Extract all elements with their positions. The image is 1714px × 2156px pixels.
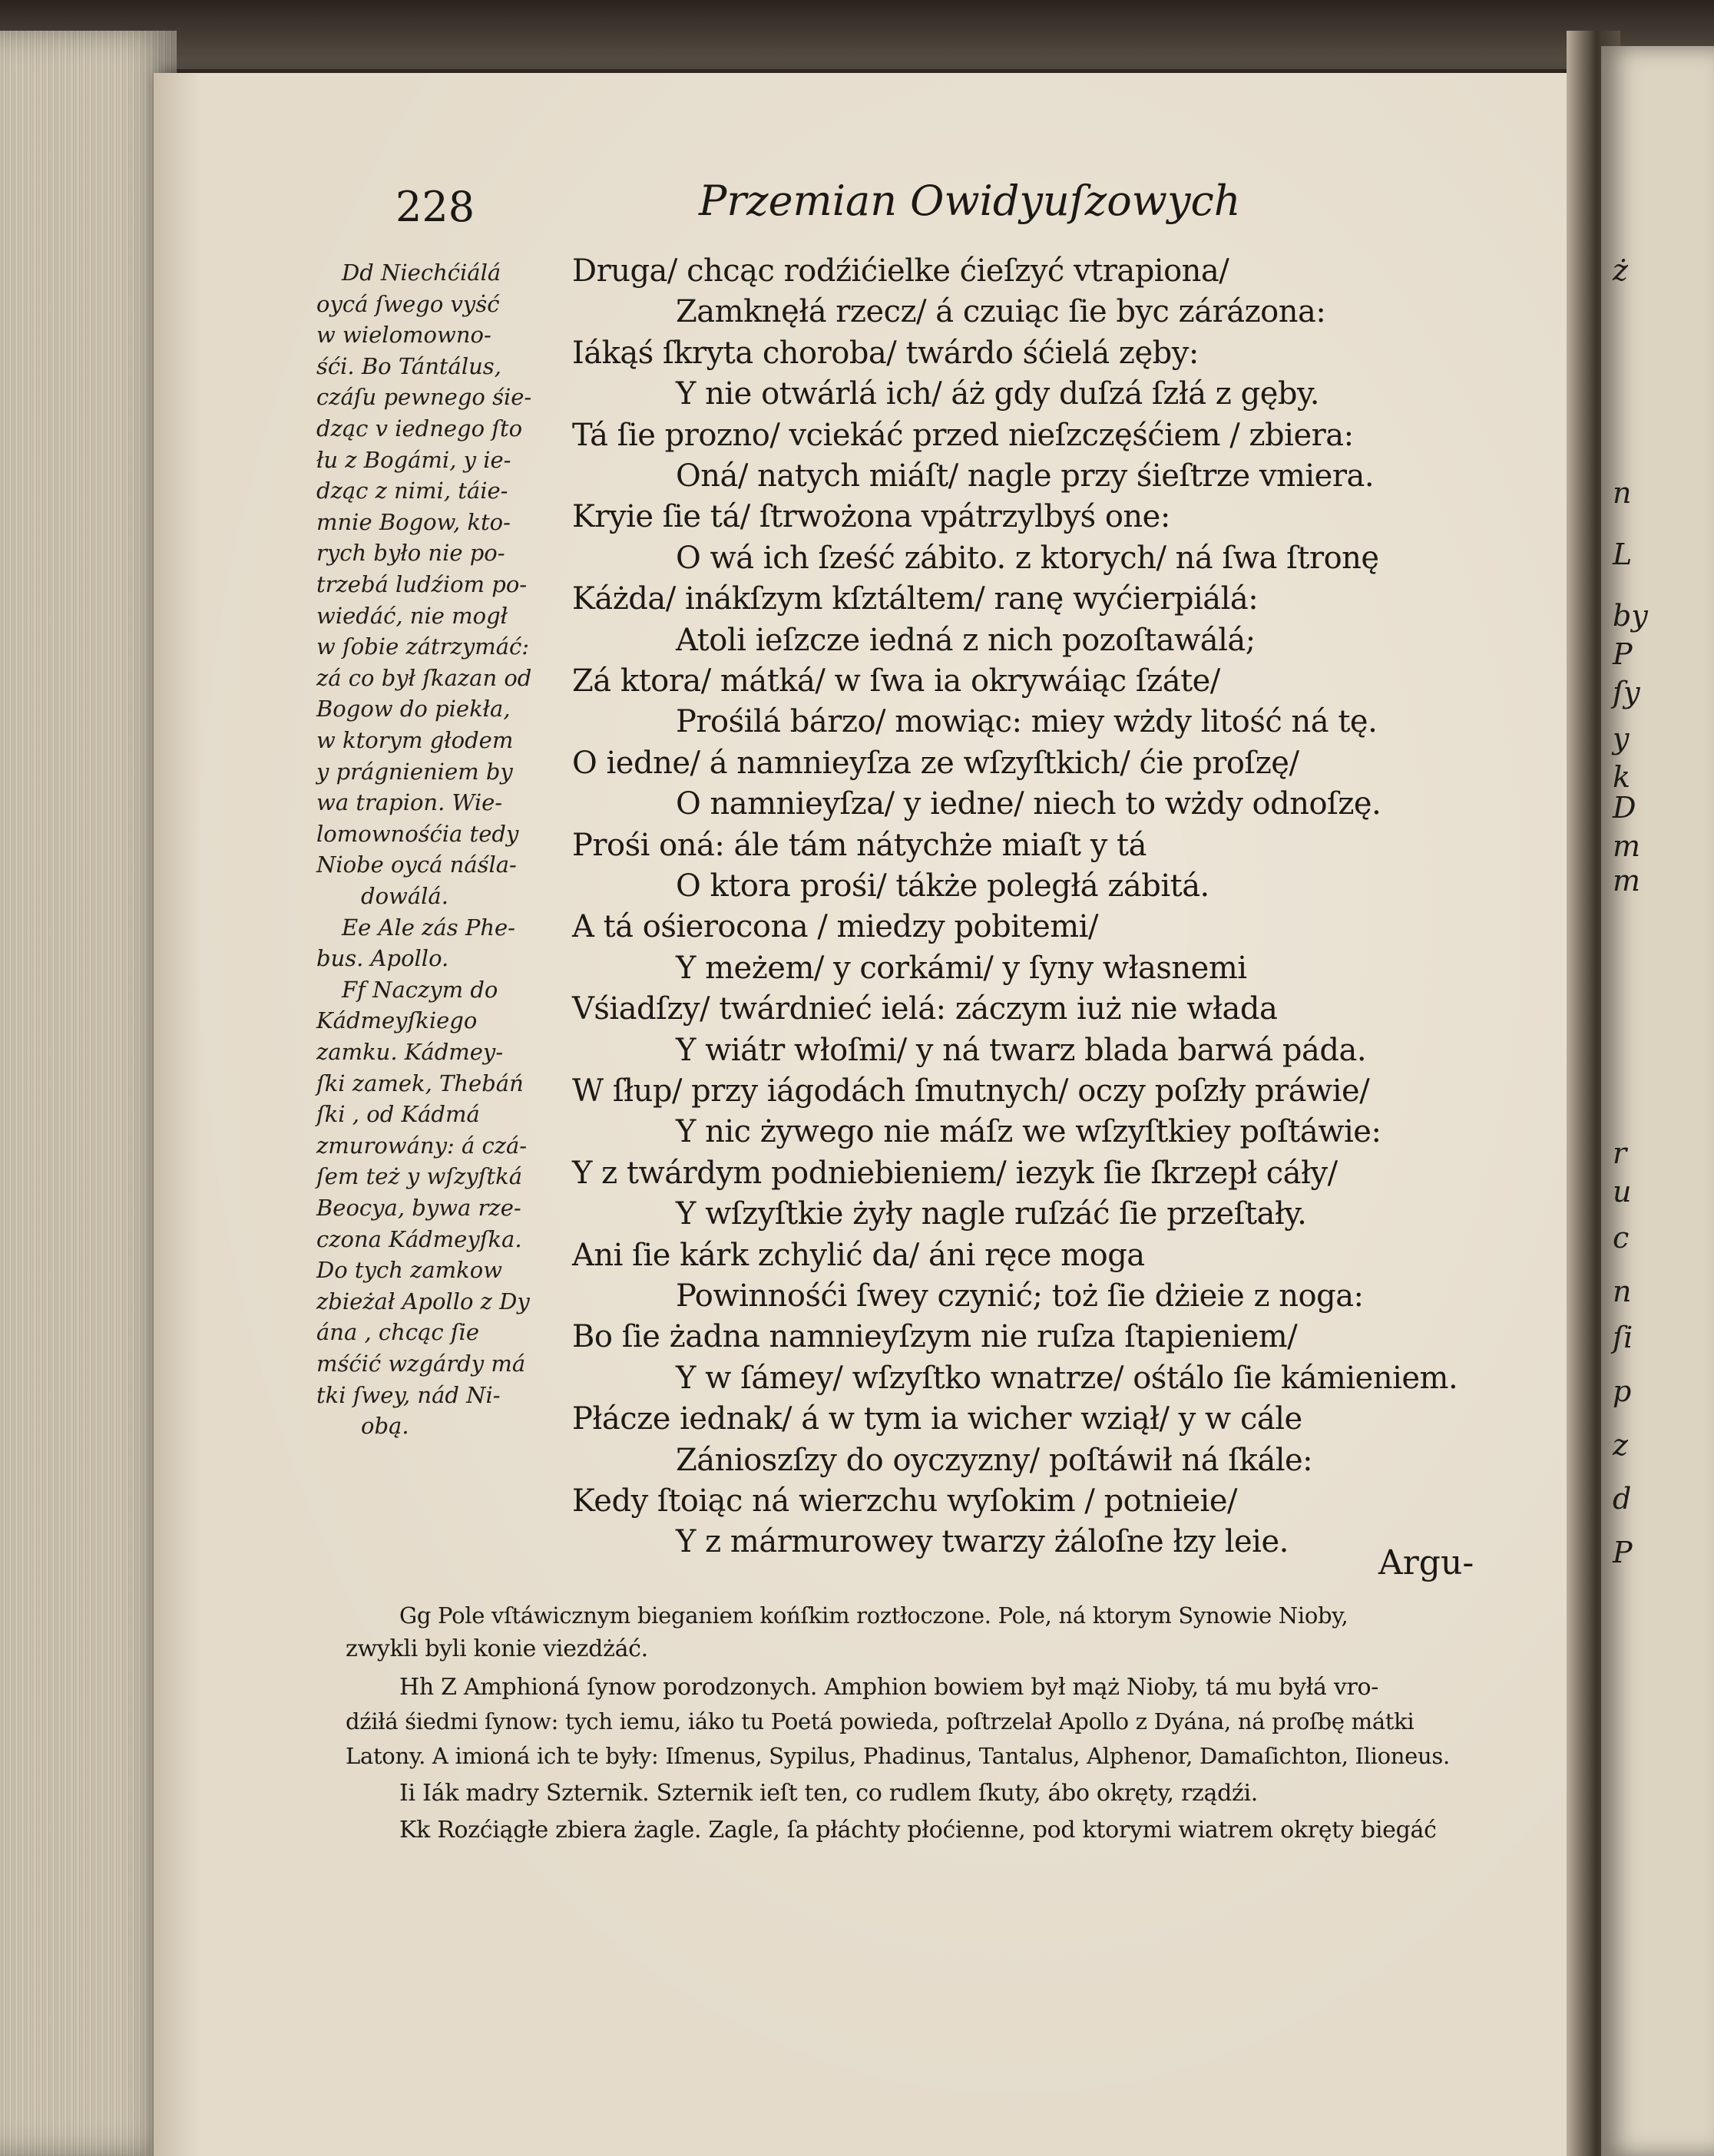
verse-line: O wá ich ſześć zábito. z ktorych/ ná ſwa ſtronę	[676, 540, 1379, 576]
margin-note-line: lomownośćia tedy	[316, 820, 519, 847]
verse-line: Tá ſie prozno/ vciekáć przed nieſzczęśćiem / zbiera:	[572, 417, 1354, 453]
page-number: 228	[395, 183, 475, 231]
facing-page-fragment: m	[1613, 864, 1641, 898]
verse-line: A tá ośierocona / miedzy pobitemi/	[572, 909, 1098, 945]
verse-line: O namnieyſza/ y iedne/ niech to wżdy odnoſzę.	[676, 786, 1381, 822]
verse-line: Y wſzyſtkie żyły nagle ruſzáć ſie przeſtały.	[676, 1196, 1307, 1232]
verse-line: Oná/ natych miáſt/ nagle przy śieſtrze vmiera.	[676, 458, 1375, 494]
verse-line: Y meżem/ y corkámi/ y ſyny własnemi	[676, 950, 1247, 986]
verse-line: W ſłup/ przy iágodách ſmutnych/ oczy poſzły práwie/	[572, 1073, 1370, 1109]
margin-note-line: zamku. Kádmey-	[316, 1039, 504, 1065]
verse-line: Atoli ieſzcze iedná z nich pozoſtawálá;	[676, 622, 1256, 658]
margin-note-line: łu z Bogámi, y ie-	[316, 446, 511, 473]
margin-note-line: Beocya, bywa rze-	[316, 1195, 521, 1221]
facing-page-fragment: L	[1613, 537, 1633, 571]
facing-page	[1601, 46, 1714, 2156]
verse-line: Y z twárdym podniebieniem/ iezyk ſie ſkrzepł cáły/	[572, 1155, 1338, 1191]
margin-note-line: ſki zamek, Thebáń	[316, 1070, 524, 1096]
margin-note-line: Kádmeyſkiego	[316, 1007, 478, 1034]
margin-note-line: czona Kádmeyſka.	[316, 1225, 522, 1252]
facing-page-fragment: m	[1613, 829, 1641, 863]
facing-page-fragment: D	[1613, 791, 1636, 825]
verse-line: Zamknęłá rzecz/ á czuiąc ſie byc zárázona:	[676, 294, 1326, 330]
facing-page-fragment: k	[1613, 760, 1631, 794]
margin-note-line: w ktorym głodem	[316, 727, 514, 753]
margin-note-line: zá co był ſkazan od	[316, 664, 532, 691]
margin-note-line: zbieżał Apollo z Dy	[316, 1288, 530, 1314]
margin-note-line: śći. Bo Tántálus,	[316, 352, 501, 379]
margin-note-line: mśćić wzgárdy má	[316, 1351, 526, 1377]
margin-note-line: rych było nie po-	[316, 540, 505, 567]
facing-page-fragment: p	[1613, 1374, 1632, 1408]
facing-page-fragment: by	[1613, 599, 1648, 633]
margin-note-line: bus. Apollo.	[316, 945, 449, 972]
footnote-line: Kk Rozćiągłe zbiera żagle. Zagle, ſa płáchty płoćienne, pod ktorymi wiatrem okręty biegáć	[399, 1817, 1437, 1844]
margin-note-line: Ee Ale zás Phe-	[342, 914, 515, 941]
page-stack-edge	[0, 31, 177, 2156]
verse-line: O iedne/ á namnieyſza ze wſzyſtkich/ ćie proſzę/	[572, 745, 1299, 781]
margin-note-line: dowálá.	[361, 883, 448, 909]
verse-line: Kryie ſie tá/ ſtrwożona vpátrzylbyś one:	[572, 499, 1170, 535]
verse-line: Y wiátr włoſmi/ y ná twarz blada barwá páda.	[676, 1032, 1367, 1068]
verse-line: O ktora prośi/ tákże poległá zábitá.	[676, 868, 1209, 904]
margin-note-line: wa trapion. Wie-	[316, 789, 503, 816]
footnote-line: Latony. A imioná ich te były: Iſmenus, Sypilus, Phadinus, Tantalus, Alphenor, Damaſichton, Ilioneus.	[346, 1743, 1450, 1769]
facing-page-fragment: P	[1613, 1536, 1633, 1569]
facing-page-fragment: n	[1613, 1275, 1632, 1308]
verse-line: Káżda/ inákſzym kſztáltem/ ranę wyćierpiálá:	[572, 581, 1259, 617]
footnote-line: Gg Pole vſtáwicznym bieganiem końſkim roztłoczone. Pole, ná ktorym Synowie Nioby,	[399, 1602, 1348, 1629]
facing-page-fragment: r	[1613, 1136, 1627, 1170]
verse-line: Druga/ chcąc rodźićielke ćieſzyć vtrapiona/	[572, 253, 1229, 289]
verse-line: Y w ſámey/ wſzyſtko wnatrze/ ośtálo ſie kámieniem.	[676, 1360, 1458, 1396]
verse-line: Vśiadſzy/ twárdnieć ielá: záczym iuż nie włada	[572, 991, 1278, 1027]
margin-note-line: mnie Bogow, kto-	[316, 508, 511, 535]
footnote-line: zwykli byli konie viezdżáć.	[346, 1635, 648, 1662]
verse-line: Bo ſie żadna namnieyſzym nie ruſza ſtapieniem/	[572, 1319, 1298, 1355]
verse-line: Zánioszſzy do oyczyzny/ poſtáwił ná ſkále:	[676, 1442, 1313, 1478]
margin-note-line: wiedáć, nie mogł	[316, 602, 508, 629]
book-top-edge	[0, 0, 1714, 69]
margin-note-line: dząc v iednego ſto	[316, 415, 523, 441]
verse-line: Y nic żywego nie máſz we wſzyſtkiey poſtáwie:	[676, 1114, 1381, 1150]
verse-line: Powinnośći ſwey czynić; toż ſie dżieie z noga:	[676, 1278, 1364, 1314]
verse-line: Y z mármurowey twarzy żáloſne łzy leie.	[676, 1524, 1289, 1560]
margin-note-line: tki ſwey, nád Ni-	[316, 1381, 501, 1408]
verse-line: Prośilá bárzo/ mowiąc: miey wżdy litość ná tę.	[676, 704, 1378, 740]
margin-note-line: Bogow do piekła,	[316, 696, 511, 723]
running-title: Przemian Owidyuſzowych	[699, 177, 1241, 225]
verse-line: Iákąś ſkryta choroba/ twárdo śćielá zęby:	[572, 335, 1199, 371]
margin-note-line: Niobe oycá náśla-	[316, 851, 517, 878]
facing-page-fragment: u	[1613, 1175, 1632, 1209]
verse-line: Y nie otwárlá ich/ áż gdy duſzá ſzłá z gęby.	[676, 376, 1319, 412]
margin-note-line: dząc z nimi, táie-	[316, 478, 508, 504]
facing-page-fragment: ſi	[1613, 1321, 1633, 1354]
margin-note-line: oycá ſwego vyṡć	[316, 290, 500, 317]
margin-note-line: w ſobie zátrzymáć:	[316, 633, 530, 660]
margin-note-line: obą.	[361, 1413, 409, 1440]
margin-note-line: trzebá ludźiom po-	[316, 571, 528, 597]
margin-note-line: Ff Naczym do	[342, 976, 498, 1003]
margin-note-line: ána , chcąc ſie	[316, 1319, 479, 1346]
facing-page-fragment: ſy	[1613, 676, 1640, 709]
margin-note-line: ſki , od Kádmá	[316, 1101, 480, 1128]
margin-note-line: Dd Niechćiálá	[342, 260, 501, 286]
facing-page-fragment: ż	[1613, 253, 1629, 287]
margin-note-line: ſem też y wſzyſtká	[316, 1163, 522, 1190]
verse-line: Ani ſie kárk zchylić da/ áni ręce moga	[572, 1237, 1145, 1273]
verse-line: Prośi oná: ále tám nátychże miaſt y tá	[572, 827, 1147, 863]
footnote-line: Ii Iák madry Szternik. Szternik ieſt ten, co rudlem ſkuty, ábo okręty, rządźi.	[399, 1780, 1259, 1807]
margin-note-line: Do tych zamkow	[316, 1257, 503, 1284]
margin-note-line: czáſu pewnego śie-	[316, 384, 532, 411]
facing-page-fragment: P	[1613, 637, 1633, 671]
margin-note-line: zmurowány: á czá-	[316, 1132, 528, 1159]
margin-note-line: y prágnieniem by	[316, 758, 513, 785]
footnote-line: Hh Z Amphioná ſynow porodzonych. Amphion bowiem był mąż Nioby, tá mu byłá vro-	[399, 1674, 1379, 1701]
catchword: Argu-	[1378, 1543, 1474, 1582]
facing-page-fragment: d	[1613, 1482, 1632, 1516]
verse-line: Kedy ſtoiąc ná wierzchu wyſokim / potnieie/	[572, 1483, 1237, 1519]
footnote-line: dźiłá śiedmi ſynow: tych iemu, iáko tu Poetá powieda, poſtrzelał Apollo z Dyána, ná proſbę mátki	[346, 1708, 1415, 1734]
verse-line: Płácze iednak/ á w tym ia wicher wziął/ y w cále	[572, 1401, 1302, 1437]
verse-line: Zá ktora/ mátká/ w ſwa ia okrywáiąc ſzáte/	[572, 663, 1220, 699]
facing-page-fragment: n	[1613, 476, 1632, 510]
margin-note-line: w wielomowno-	[316, 322, 491, 349]
facing-page-fragment: c	[1613, 1221, 1630, 1255]
facing-page-fragment: z	[1613, 1428, 1629, 1462]
facing-page-fragment: y	[1613, 722, 1630, 756]
